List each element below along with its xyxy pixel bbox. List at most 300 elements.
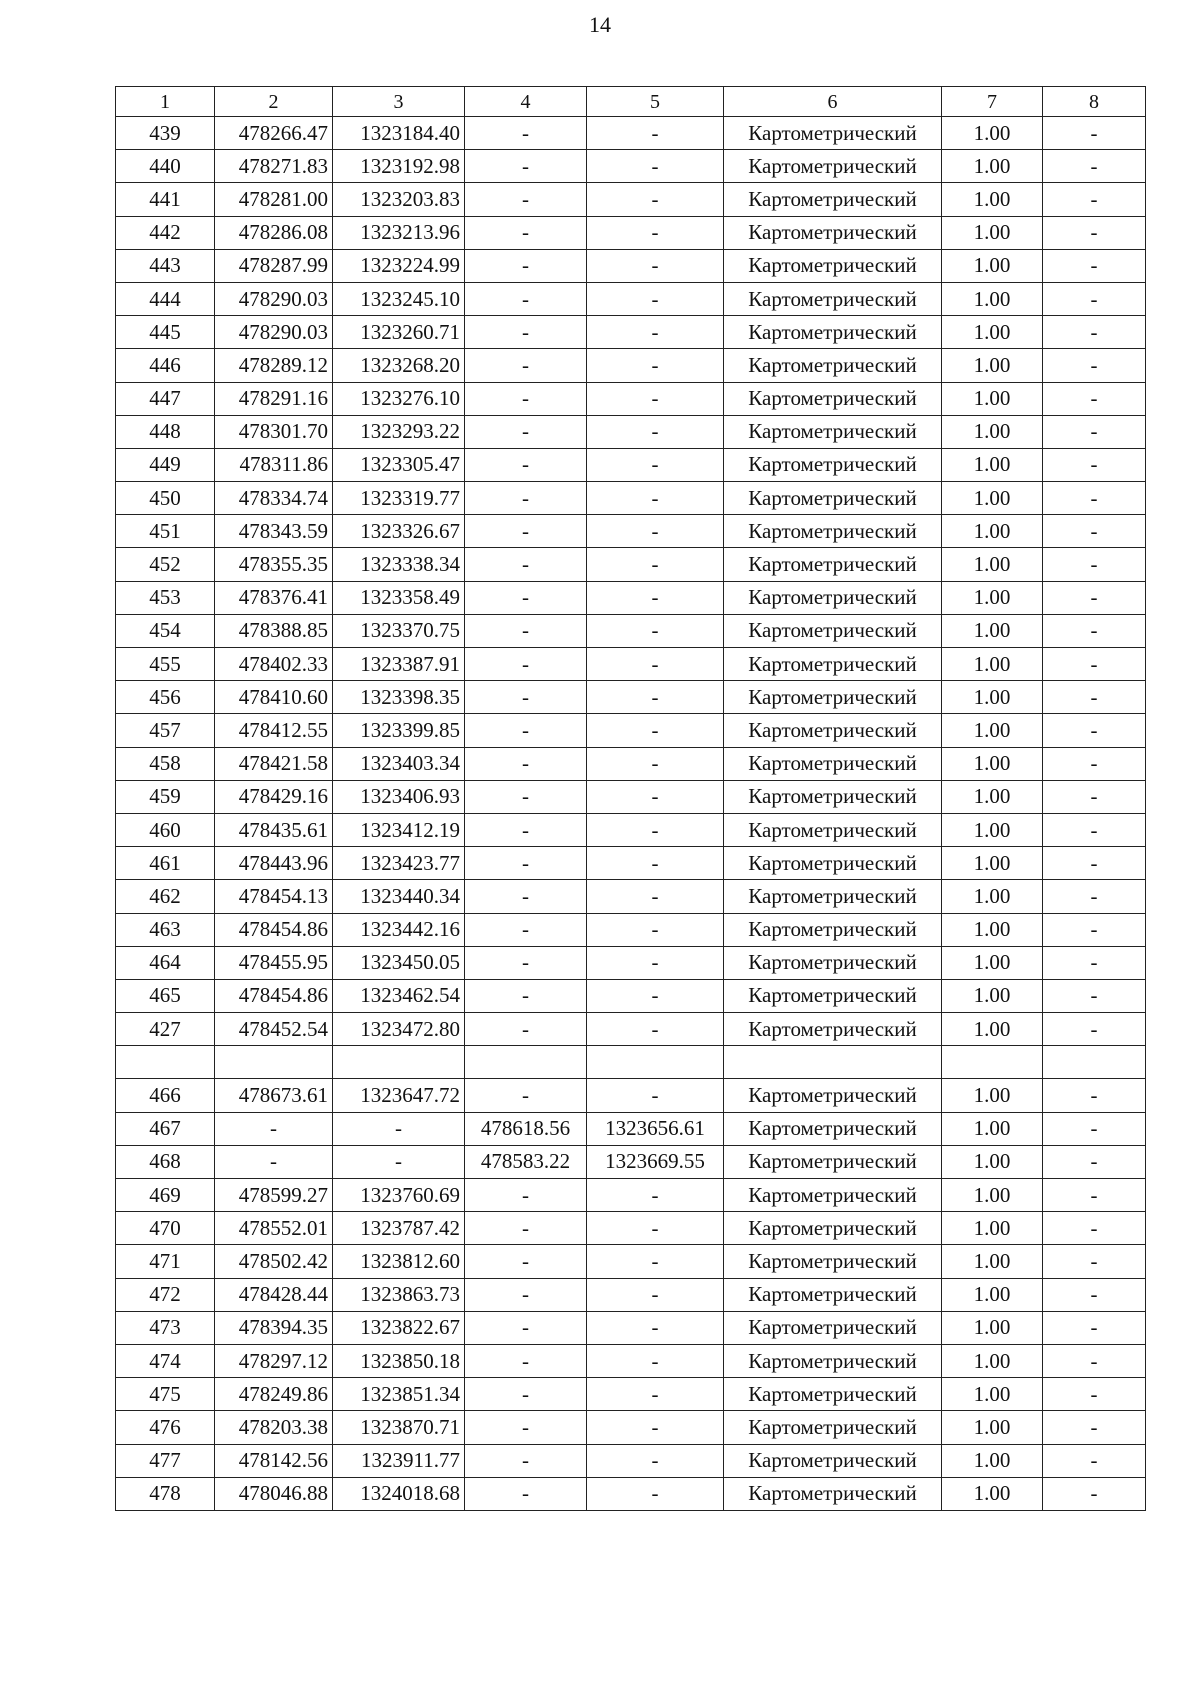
table-body [116, 117, 1146, 1511]
table-cell: 460 [116, 813, 215, 846]
table-cell: 427 [116, 1013, 215, 1046]
table-row [116, 282, 1146, 315]
table-cell: - [465, 880, 587, 913]
table-cell: - [1043, 1278, 1146, 1311]
table-cell: - [465, 681, 587, 714]
table-cell: - [1043, 1245, 1146, 1278]
table-cell: 478343.59 [215, 515, 333, 548]
table-cell: Картометрический [724, 1344, 942, 1377]
table-cell: 467 [116, 1112, 215, 1145]
table-cell: 1.00 [942, 117, 1043, 150]
table-cell: 1.00 [942, 1311, 1043, 1344]
table-cell: 1.00 [942, 349, 1043, 382]
table-row [116, 1212, 1146, 1245]
table-cell: - [465, 1344, 587, 1377]
table-row [116, 216, 1146, 249]
table-cell: - [1043, 249, 1146, 282]
table-cell: - [1043, 747, 1146, 780]
table-cell: Картометрический [724, 1112, 942, 1145]
table-cell: - [465, 282, 587, 315]
table-row [116, 880, 1146, 913]
table-cell: - [465, 1444, 587, 1477]
table-cell: - [587, 1311, 724, 1344]
table-cell: 455 [116, 648, 215, 681]
table-cell: 439 [116, 117, 215, 150]
table-cell: 454 [116, 614, 215, 647]
table-cell: 1323403.34 [333, 747, 465, 780]
table-cell: - [465, 515, 587, 548]
table-row [116, 1278, 1146, 1311]
table-cell: - [1043, 349, 1146, 382]
table-cell: 1.00 [942, 780, 1043, 813]
table-cell: 478301.70 [215, 415, 333, 448]
table-cell [1043, 1046, 1146, 1079]
table-cell: 478311.86 [215, 448, 333, 481]
table-cell: 1323412.19 [333, 813, 465, 846]
table-cell: Картометрический [724, 847, 942, 880]
table-cell: 476 [116, 1411, 215, 1444]
table-cell: 459 [116, 780, 215, 813]
table-cell: 478583.22 [465, 1145, 587, 1178]
table-cell: 478673.61 [215, 1079, 333, 1112]
table-cell: 478410.60 [215, 681, 333, 714]
table-cell: - [465, 316, 587, 349]
table-cell: - [587, 880, 724, 913]
table-cell: 1.00 [942, 548, 1043, 581]
table-cell: 478289.12 [215, 349, 333, 382]
table-cell: 1324018.68 [333, 1477, 465, 1510]
table-cell: 1323293.22 [333, 415, 465, 448]
table-cell: - [465, 1179, 587, 1212]
table-row [116, 448, 1146, 481]
table-cell: - [587, 913, 724, 946]
table-cell: - [1043, 1079, 1146, 1112]
table-cell: 1323387.91 [333, 648, 465, 681]
table-cell: - [587, 1079, 724, 1112]
table-cell: 1323319.77 [333, 482, 465, 515]
table-cell: 444 [116, 282, 215, 315]
table-row [116, 482, 1146, 515]
table-cell: - [1043, 282, 1146, 315]
table-cell: 478266.47 [215, 117, 333, 150]
table-cell: - [465, 1477, 587, 1510]
table-cell: 450 [116, 482, 215, 515]
table-cell: Картометрический [724, 648, 942, 681]
table-cell: 1.00 [942, 813, 1043, 846]
table-row [116, 1179, 1146, 1212]
table-cell: 1.00 [942, 382, 1043, 415]
table-cell: 1.00 [942, 1444, 1043, 1477]
table-cell: 1323423.77 [333, 847, 465, 880]
table-cell: Картометрический [724, 548, 942, 581]
table-cell: 478249.86 [215, 1378, 333, 1411]
table-cell: 1323822.67 [333, 1311, 465, 1344]
table-cell: - [587, 548, 724, 581]
table-cell: - [587, 1013, 724, 1046]
table-row [116, 913, 1146, 946]
table-cell: - [1043, 1212, 1146, 1245]
table-cell: - [587, 1245, 724, 1278]
table-row [116, 581, 1146, 614]
table-cell: - [587, 747, 724, 780]
table-cell: Картометрический [724, 382, 942, 415]
column-header: 6 [724, 87, 942, 117]
table-cell: Картометрический [724, 316, 942, 349]
table-cell: - [587, 1444, 724, 1477]
table-cell: 449 [116, 448, 215, 481]
table-row [116, 813, 1146, 846]
table-cell: - [1043, 216, 1146, 249]
table-cell: - [1043, 780, 1146, 813]
table-cell: - [465, 415, 587, 448]
table-cell: 1323305.47 [333, 448, 465, 481]
table-cell: - [333, 1145, 465, 1178]
column-header: 8 [1043, 87, 1146, 117]
table-cell: 1323850.18 [333, 1344, 465, 1377]
column-header: 7 [942, 87, 1043, 117]
table-cell: 472 [116, 1278, 215, 1311]
table-cell: 1323656.61 [587, 1112, 724, 1145]
table-cell: - [1043, 714, 1146, 747]
table-cell [587, 1046, 724, 1079]
table-cell: - [587, 614, 724, 647]
table-cell: - [465, 780, 587, 813]
table-row [116, 1013, 1146, 1046]
table-cell: - [465, 614, 587, 647]
table-cell: - [465, 1378, 587, 1411]
coordinates-table [115, 86, 1146, 1511]
table-row [116, 548, 1146, 581]
table-cell: - [587, 1411, 724, 1444]
table-cell: - [333, 1112, 465, 1145]
table-cell: 1.00 [942, 1112, 1043, 1145]
table-row [116, 150, 1146, 183]
table-cell: 1.00 [942, 1278, 1043, 1311]
table-cell: - [215, 1145, 333, 1178]
table-cell: 1.00 [942, 614, 1043, 647]
table-cell: 478454.13 [215, 880, 333, 913]
table-cell: 453 [116, 581, 215, 614]
table-cell: Картометрический [724, 216, 942, 249]
table-row [116, 714, 1146, 747]
table-cell: 478402.33 [215, 648, 333, 681]
table-cell: 1323224.99 [333, 249, 465, 282]
table-cell: Картометрический [724, 1079, 942, 1112]
column-header: 1 [116, 87, 215, 117]
table-cell: 470 [116, 1212, 215, 1245]
table-cell: - [1043, 1112, 1146, 1145]
table-cell: Картометрический [724, 415, 942, 448]
table-cell: 478287.99 [215, 249, 333, 282]
table-cell: Картометрический [724, 747, 942, 780]
table-cell: Картометрический [724, 1278, 942, 1311]
table-cell: - [1043, 1013, 1146, 1046]
table-cell: 1323184.40 [333, 117, 465, 150]
table-cell: 475 [116, 1378, 215, 1411]
table-cell: Картометрический [724, 780, 942, 813]
table-cell: - [1043, 1311, 1146, 1344]
table-cell: 465 [116, 979, 215, 1012]
table-cell: - [587, 415, 724, 448]
table-cell: 478452.54 [215, 1013, 333, 1046]
table-cell: - [1043, 847, 1146, 880]
table-row [116, 1079, 1146, 1112]
table-row [116, 1378, 1146, 1411]
table-cell: - [465, 1278, 587, 1311]
table-cell: 1323442.16 [333, 913, 465, 946]
table-cell: - [587, 382, 724, 415]
table-row [116, 979, 1146, 1012]
table-cell: 478334.74 [215, 482, 333, 515]
table-cell: - [465, 150, 587, 183]
table-cell: Картометрический [724, 1145, 942, 1178]
table-cell: 478428.44 [215, 1278, 333, 1311]
table-cell: 1.00 [942, 316, 1043, 349]
table-cell: 478376.41 [215, 581, 333, 614]
table-cell: - [587, 282, 724, 315]
table-cell: - [465, 714, 587, 747]
table-cell: - [465, 349, 587, 382]
table-cell: - [465, 249, 587, 282]
table-cell: 1323260.71 [333, 316, 465, 349]
column-header: 5 [587, 87, 724, 117]
table-cell: - [1043, 614, 1146, 647]
table-cell: Картометрический [724, 1013, 942, 1046]
table-cell: 1323338.34 [333, 548, 465, 581]
table-cell: - [1043, 880, 1146, 913]
table-cell: - [465, 1411, 587, 1444]
table-cell: Картометрический [724, 880, 942, 913]
table-cell: 1323399.85 [333, 714, 465, 747]
table-cell: 1.00 [942, 1245, 1043, 1278]
table-cell: - [465, 382, 587, 415]
table-cell: - [587, 681, 724, 714]
table-cell: - [587, 117, 724, 150]
table-cell: - [465, 482, 587, 515]
table-cell: - [587, 1212, 724, 1245]
table-cell: Картометрический [724, 150, 942, 183]
table-row [116, 183, 1146, 216]
table-row [116, 1046, 1146, 1079]
table-cell: 478599.27 [215, 1179, 333, 1212]
table-cell: Картометрический [724, 946, 942, 979]
table-cell: - [587, 349, 724, 382]
table-cell: 1323870.71 [333, 1411, 465, 1444]
table-cell: 457 [116, 714, 215, 747]
table-cell: 464 [116, 946, 215, 979]
table-row [116, 946, 1146, 979]
table-cell: 1323450.05 [333, 946, 465, 979]
table-cell: Картометрический [724, 913, 942, 946]
table-cell: 478 [116, 1477, 215, 1510]
table-cell: 1.00 [942, 581, 1043, 614]
table-row [116, 1344, 1146, 1377]
table-cell: 1.00 [942, 747, 1043, 780]
table-cell: - [465, 913, 587, 946]
table-cell: 1.00 [942, 515, 1043, 548]
table-cell: Картометрический [724, 1311, 942, 1344]
table-cell: - [465, 946, 587, 979]
table-row [116, 1411, 1146, 1444]
table-cell: 1.00 [942, 482, 1043, 515]
table-cell: 1.00 [942, 681, 1043, 714]
table-cell: - [465, 448, 587, 481]
table-row [116, 681, 1146, 714]
table-row [116, 747, 1146, 780]
table-cell: 1323326.67 [333, 515, 465, 548]
table-cell: 441 [116, 183, 215, 216]
column-header: 2 [215, 87, 333, 117]
table-cell: - [587, 780, 724, 813]
table-cell: - [465, 1013, 587, 1046]
table-cell: 468 [116, 1145, 215, 1178]
table-cell: 1323276.10 [333, 382, 465, 415]
table-cell: - [587, 847, 724, 880]
table-cell: - [587, 1344, 724, 1377]
table-row [116, 1311, 1146, 1344]
table-cell: 1323760.69 [333, 1179, 465, 1212]
table-cell: 1.00 [942, 1179, 1043, 1212]
table-cell: Картометрический [724, 813, 942, 846]
table-cell: - [465, 1079, 587, 1112]
table-cell: - [587, 1278, 724, 1311]
table-cell: 1323647.72 [333, 1079, 465, 1112]
table-cell: 1.00 [942, 1079, 1043, 1112]
table-cell: - [215, 1112, 333, 1145]
table-cell: 469 [116, 1179, 215, 1212]
table-cell: Картометрический [724, 448, 942, 481]
table-cell: 478290.03 [215, 316, 333, 349]
table-cell: 1.00 [942, 847, 1043, 880]
table-cell: 478502.42 [215, 1245, 333, 1278]
table-cell: 1323203.83 [333, 183, 465, 216]
table-cell: - [1043, 1411, 1146, 1444]
table-cell: 478618.56 [465, 1112, 587, 1145]
table-cell: 1.00 [942, 648, 1043, 681]
table-cell: 1.00 [942, 913, 1043, 946]
table-cell: - [1043, 316, 1146, 349]
table-cell: 1323863.73 [333, 1278, 465, 1311]
table-row [116, 1477, 1146, 1510]
table-cell: - [587, 1477, 724, 1510]
table-cell: 1.00 [942, 946, 1043, 979]
table-cell: - [1043, 813, 1146, 846]
table-cell: 478388.85 [215, 614, 333, 647]
table-cell: 478291.16 [215, 382, 333, 415]
table-cell: Картометрический [724, 614, 942, 647]
table-cell: - [1043, 1179, 1146, 1212]
table-cell: - [587, 1179, 724, 1212]
table-cell: 1.00 [942, 183, 1043, 216]
table-cell: 463 [116, 913, 215, 946]
table-cell: 478552.01 [215, 1212, 333, 1245]
table-cell: - [587, 316, 724, 349]
table-cell: 451 [116, 515, 215, 548]
table-cell: 478454.86 [215, 913, 333, 946]
table-cell: 1323406.93 [333, 780, 465, 813]
table-cell: 478421.58 [215, 747, 333, 780]
table-cell: - [1043, 946, 1146, 979]
table-cell: 1.00 [942, 282, 1043, 315]
table-header-row [116, 87, 1146, 117]
table-row [116, 249, 1146, 282]
table-cell: 478429.16 [215, 780, 333, 813]
table-cell: 1.00 [942, 249, 1043, 282]
table-cell: Картометрический [724, 581, 942, 614]
table-cell: - [1043, 415, 1146, 448]
table-cell: Картометрический [724, 249, 942, 282]
table-cell: 445 [116, 316, 215, 349]
table-cell: 1323192.98 [333, 150, 465, 183]
table-cell: Картометрический [724, 1444, 942, 1477]
table-cell: Картометрический [724, 681, 942, 714]
table-cell: 1323370.75 [333, 614, 465, 647]
table-cell [724, 1046, 942, 1079]
table-cell: 478286.08 [215, 216, 333, 249]
table-cell [215, 1046, 333, 1079]
table-cell: 471 [116, 1245, 215, 1278]
table-cell: 478203.38 [215, 1411, 333, 1444]
table-cell: - [587, 714, 724, 747]
table-cell: 1.00 [942, 448, 1043, 481]
table-cell [333, 1046, 465, 1079]
table-cell: - [587, 482, 724, 515]
table-cell: 466 [116, 1079, 215, 1112]
table-cell: 1323268.20 [333, 349, 465, 382]
table-cell: 1.00 [942, 714, 1043, 747]
table-cell: 478046.88 [215, 1477, 333, 1510]
table-cell: - [1043, 1344, 1146, 1377]
table-cell: - [1043, 515, 1146, 548]
table-cell: 1323787.42 [333, 1212, 465, 1245]
table-cell: - [1043, 1444, 1146, 1477]
table-cell: - [587, 979, 724, 1012]
table-cell: 478281.00 [215, 183, 333, 216]
table-cell: Картометрический [724, 282, 942, 315]
table-cell: 1.00 [942, 979, 1043, 1012]
table-cell: 440 [116, 150, 215, 183]
table-cell: 1.00 [942, 880, 1043, 913]
table-cell: 1.00 [942, 1013, 1043, 1046]
table-cell: - [465, 581, 587, 614]
table-cell: 478290.03 [215, 282, 333, 315]
table-cell: 1323398.35 [333, 681, 465, 714]
table-cell: 461 [116, 847, 215, 880]
table-cell: - [465, 117, 587, 150]
table-cell: 1.00 [942, 1344, 1043, 1377]
table-cell: Картометрический [724, 117, 942, 150]
table-cell: - [587, 249, 724, 282]
table-cell: 1323851.34 [333, 1378, 465, 1411]
table-cell: 1323462.54 [333, 979, 465, 1012]
table-row [116, 382, 1146, 415]
page-number: 14 [589, 12, 611, 37]
column-header: 4 [465, 87, 587, 117]
table-cell: Картометрический [724, 1411, 942, 1444]
table-cell: - [587, 216, 724, 249]
table-cell: 478271.83 [215, 150, 333, 183]
table-cell: 1323440.34 [333, 880, 465, 913]
table-cell: 478394.35 [215, 1311, 333, 1344]
table-cell: 1.00 [942, 150, 1043, 183]
table-cell: - [465, 747, 587, 780]
table-cell: 1323812.60 [333, 1245, 465, 1278]
table-cell: - [465, 813, 587, 846]
table-cell: 446 [116, 349, 215, 382]
table-cell: - [465, 648, 587, 681]
table-cell: 1323358.49 [333, 581, 465, 614]
table-cell: 442 [116, 216, 215, 249]
